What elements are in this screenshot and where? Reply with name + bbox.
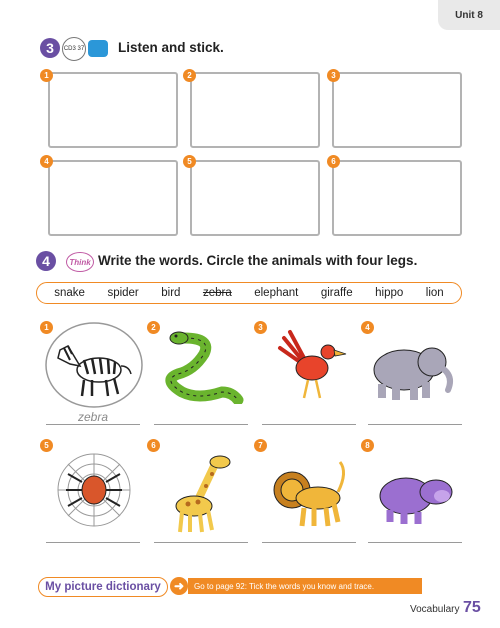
- word-zebra-crossed: zebra: [202, 287, 232, 299]
- exercise-4-number: 4: [36, 251, 56, 271]
- answer-line-8[interactable]: [368, 542, 462, 543]
- item-number-1: 1: [40, 321, 53, 334]
- box-number-1: 1: [40, 69, 53, 82]
- sticker-box-1[interactable]: [48, 72, 178, 148]
- sticker-box-2[interactable]: [190, 72, 320, 148]
- word-lion: lion: [425, 287, 444, 299]
- sticker-box-5[interactable]: [190, 160, 320, 236]
- item-number-2: 2: [147, 321, 160, 334]
- word-bank: [36, 282, 462, 304]
- box-number-3: 3: [327, 69, 340, 82]
- bird-icon: [270, 328, 350, 404]
- sticker-box-4[interactable]: [48, 160, 178, 236]
- sticker-box-3[interactable]: [332, 72, 462, 148]
- dictionary-instruction: Go to page 92: Tick the words you know and trace.: [188, 578, 422, 594]
- answer-line-6[interactable]: [154, 542, 248, 543]
- box-number-4: 4: [40, 155, 53, 168]
- box-number-2: 2: [183, 69, 196, 82]
- answer-line-2[interactable]: [154, 424, 248, 425]
- item-number-4: 4: [361, 321, 374, 334]
- answer-line-3[interactable]: [262, 424, 356, 425]
- exercise-3-number: 3: [40, 38, 60, 58]
- hippo-icon: [376, 462, 460, 528]
- item-number-5: 5: [40, 439, 53, 452]
- sticker-box-6[interactable]: [332, 160, 462, 236]
- box-number-6: 6: [327, 155, 340, 168]
- box-number-5: 5: [183, 155, 196, 168]
- page-number: 75: [463, 599, 481, 616]
- word-elephant: elephant: [254, 287, 299, 299]
- zebra-icon: [44, 320, 144, 410]
- item-number-7: 7: [254, 439, 267, 452]
- picture-dictionary-label: My picture dictionary: [38, 577, 168, 597]
- answer-line-1[interactable]: [46, 424, 140, 425]
- word-spider: spider: [107, 287, 139, 299]
- answer-line-7[interactable]: [262, 542, 356, 543]
- arrow-right-icon: ➜: [170, 577, 188, 595]
- unit-tab: Unit 8: [438, 0, 500, 30]
- word-snake: snake: [54, 287, 85, 299]
- item-number-3: 3: [254, 321, 267, 334]
- spider-icon: [52, 448, 136, 532]
- word-bird: bird: [161, 287, 181, 299]
- word-giraffe: giraffe: [320, 287, 353, 299]
- item-number-6: 6: [147, 439, 160, 452]
- exercise-4-instruction: Write the words. Circle the animals with four legs.: [98, 253, 418, 268]
- answer-line-5[interactable]: [46, 542, 140, 543]
- answer-line-4[interactable]: [368, 424, 462, 425]
- section-label: Vocabulary: [410, 604, 460, 615]
- elephant-icon: [368, 338, 460, 402]
- example-answer: zebra: [77, 410, 109, 424]
- lion-icon: [268, 452, 352, 536]
- think-badge: Think: [66, 252, 94, 272]
- word-hippo: hippo: [375, 287, 404, 299]
- giraffe-icon: [168, 452, 244, 536]
- item-number-8: 8: [361, 439, 374, 452]
- sticker-icon: [88, 40, 108, 57]
- snake-icon: [160, 326, 248, 404]
- exercise-3-instruction: Listen and stick.: [118, 40, 224, 55]
- cd-icon: CD3 37: [62, 37, 86, 61]
